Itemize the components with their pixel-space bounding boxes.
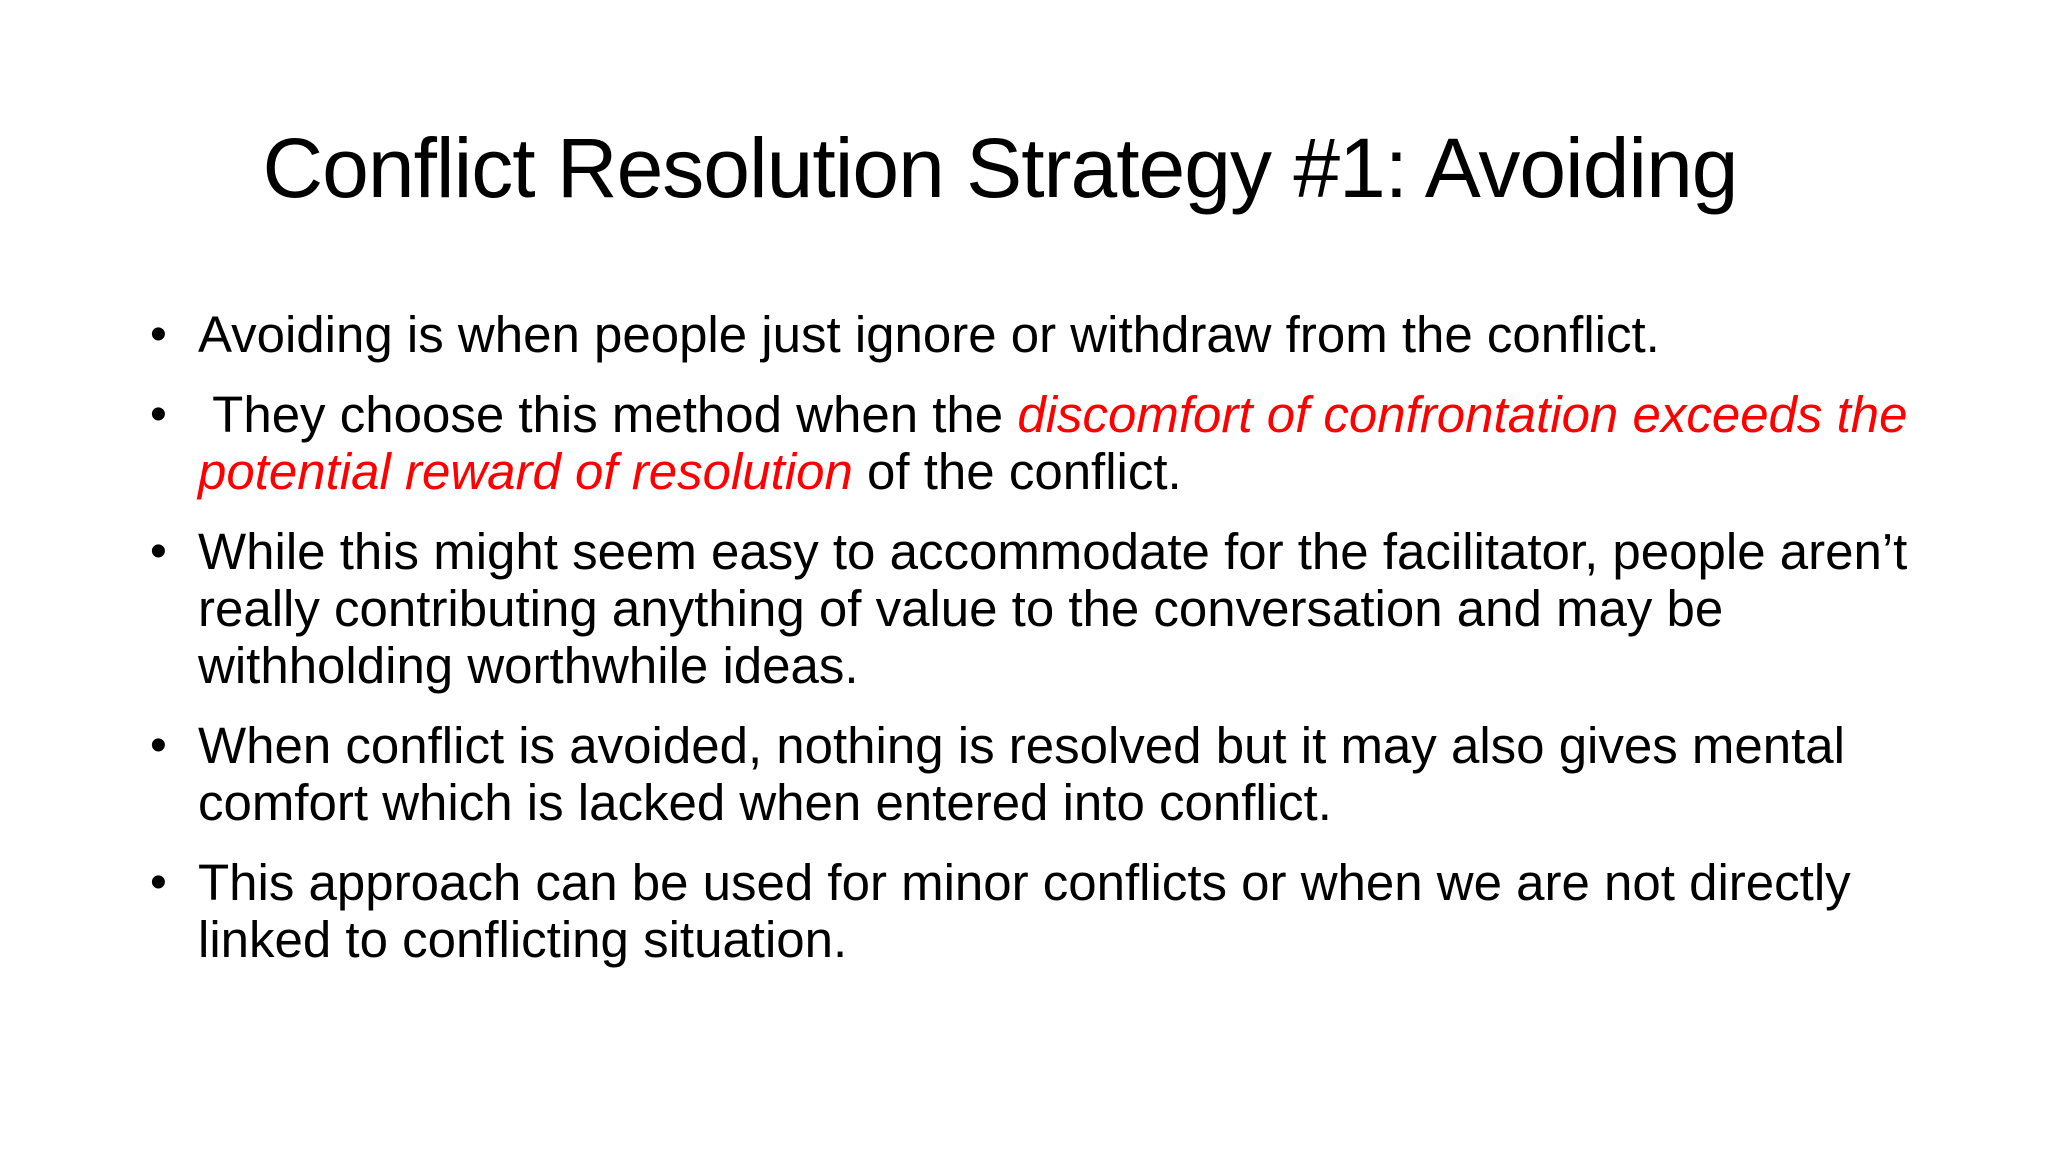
bullet-item-4 bbox=[150, 717, 1940, 831]
bullet-text: While this might seem easy to accommodate for the facilitator, people aren’t really contributing anything of value to the conversation and may be withholding worthwhile ideas. bbox=[198, 523, 1908, 694]
bullet-item-3 bbox=[150, 523, 1940, 694]
bullet-icon: • bbox=[150, 856, 167, 909]
slide-title: Conflict Resolution Strategy #1: Avoiding bbox=[262, 121, 1738, 215]
bullet-list bbox=[150, 306, 1940, 991]
bullet-text-before: They choose this method when the bbox=[198, 386, 1018, 443]
bullet-item-5 bbox=[150, 854, 1940, 968]
bullet-item-1 bbox=[150, 306, 1940, 363]
bullet-text: This approach can be used for minor conflicts or when we are not directly linked to conflicting situation. bbox=[198, 854, 1851, 968]
bullet-icon: • bbox=[150, 525, 167, 578]
bullet-text: When conflict is avoided, nothing is resolved but it may also gives mental comfort which is lacked when entered into conflict. bbox=[198, 717, 1845, 831]
bullet-item-2 bbox=[150, 386, 1940, 500]
bullet-emphasis-text: discomfort of confrontation exceeds the potential reward of resolution bbox=[198, 386, 1908, 500]
bullet-text: Avoiding is when people just ignore or withdraw from the conflict. bbox=[198, 306, 1660, 363]
bullet-icon: • bbox=[150, 388, 167, 441]
bullet-icon: • bbox=[150, 308, 167, 361]
bullet-icon: • bbox=[150, 719, 167, 772]
bullet-text-after: of the conflict. bbox=[852, 443, 1182, 500]
